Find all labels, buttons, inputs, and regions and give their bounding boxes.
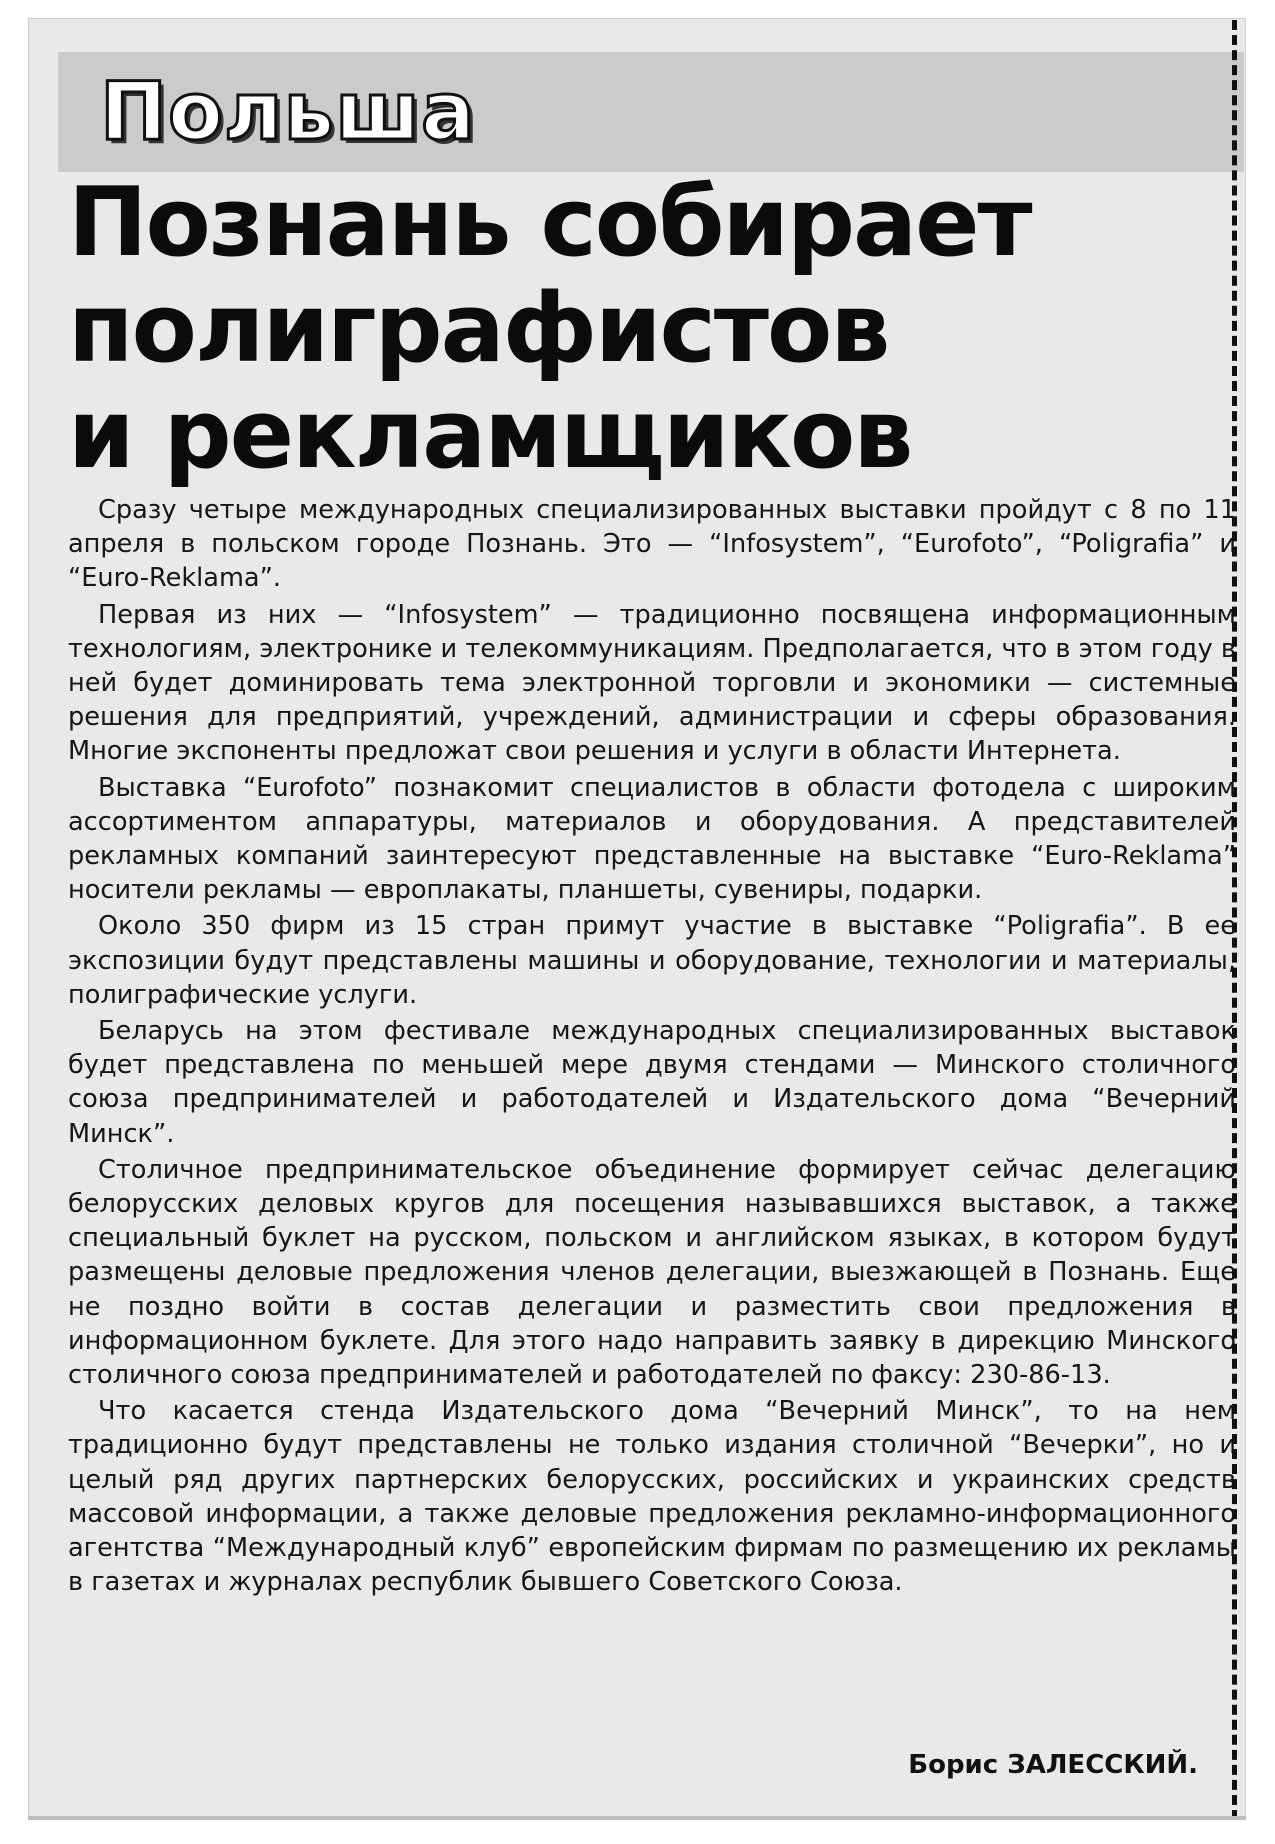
rubric-band (58, 52, 1244, 172)
headline-line-3: и рекламщиков (68, 380, 912, 490)
headline-line-2: полиграфистов (68, 274, 889, 384)
newspaper-clipping (28, 18, 1246, 1818)
paragraph-4: Около 350 фирм из 15 стран примут участие в выставке “Poligrafia”. В ее экспозиции будут представлены машины и оборудование, технологии и материалы, полиграфические услуги. (68, 911, 1236, 1010)
paragraph-6: Столичное предпринимательское объединение формирует сейчас делегацию белорусских деловых кругов для посещения называвшихся выставок, а также специальный буклет на русском, польском и английском языках, в котором будут размещены деловые предложения членов делегации, выезжающей в Познань. Еще не поздно войти в состав делегации и разместить свои предложения в информационном буклете. Для этого надо направить заявку в дирекцию Минского столичного союза предпринимателей и работодателей по факсу: 230-86-13. (68, 1154, 1236, 1391)
paragraph-7: Что касается стенда Издательского дома “Вечерний Минск”, то на нем традиционно будут представлены не только издания столичной “Вечерки”, но и целый ряд других партнерских белорусских, российских и украинских средств массовой информации, а также деловые предложения рекламно-информационного агентства “Международный клуб” европейским фирмам по размещению их рекламы в газетах и журналах республик бывшего Советского Союза. (68, 1396, 1236, 1598)
headline-line-1: Познань собирает (68, 168, 1031, 278)
rubric-title: Польша (100, 65, 477, 158)
article-body (68, 493, 1236, 1602)
paragraph-2: Первая из них — “Infosystem” — традиционно посвящена информационным технологиям, электронике и телекоммуникациям. Предполагается, что в этом году в ней будет доминировать тема электронной торговли и экономики — системные решения для предприятий, учреждений, администрации и сферы образования. Многие экспоненты предложат свои решения и услуги в области Интернета. (68, 599, 1236, 767)
article-headline (68, 170, 1238, 488)
paragraph-5: Беларусь на этом фестивале международных специализированных выставок будет представлена по меньшей мере двумя стендами — Минского столичного союза предпринимателей и работодателей и Издательского дома “Вечерний Минск”. (68, 1016, 1236, 1149)
paragraph-1: Сразу четыре международных специализированных выставки пройдут с 8 по 11 апреля в польском городе Познань. Это — “Infosystem”, “Eurofoto”, “Poligrafia” и “Euro-Reklama”. (68, 495, 1236, 594)
paragraph-3: Выставка “Eurofoto” познакомит специалистов в области фотодела с широким ассортиментом аппаратуры, материалов и оборудования. А представителей рекламных компаний заинтересуют представленные на выставке “Euro-Reklama” носители рекламы — европлакаты, планшеты, сувениры, подарки. (68, 772, 1236, 906)
author-byline: Борис ЗАЛЕССКИЙ. (908, 1750, 1198, 1780)
clipping-bottom-edge (28, 1816, 1246, 1820)
cut-line-divider (1232, 20, 1237, 1820)
